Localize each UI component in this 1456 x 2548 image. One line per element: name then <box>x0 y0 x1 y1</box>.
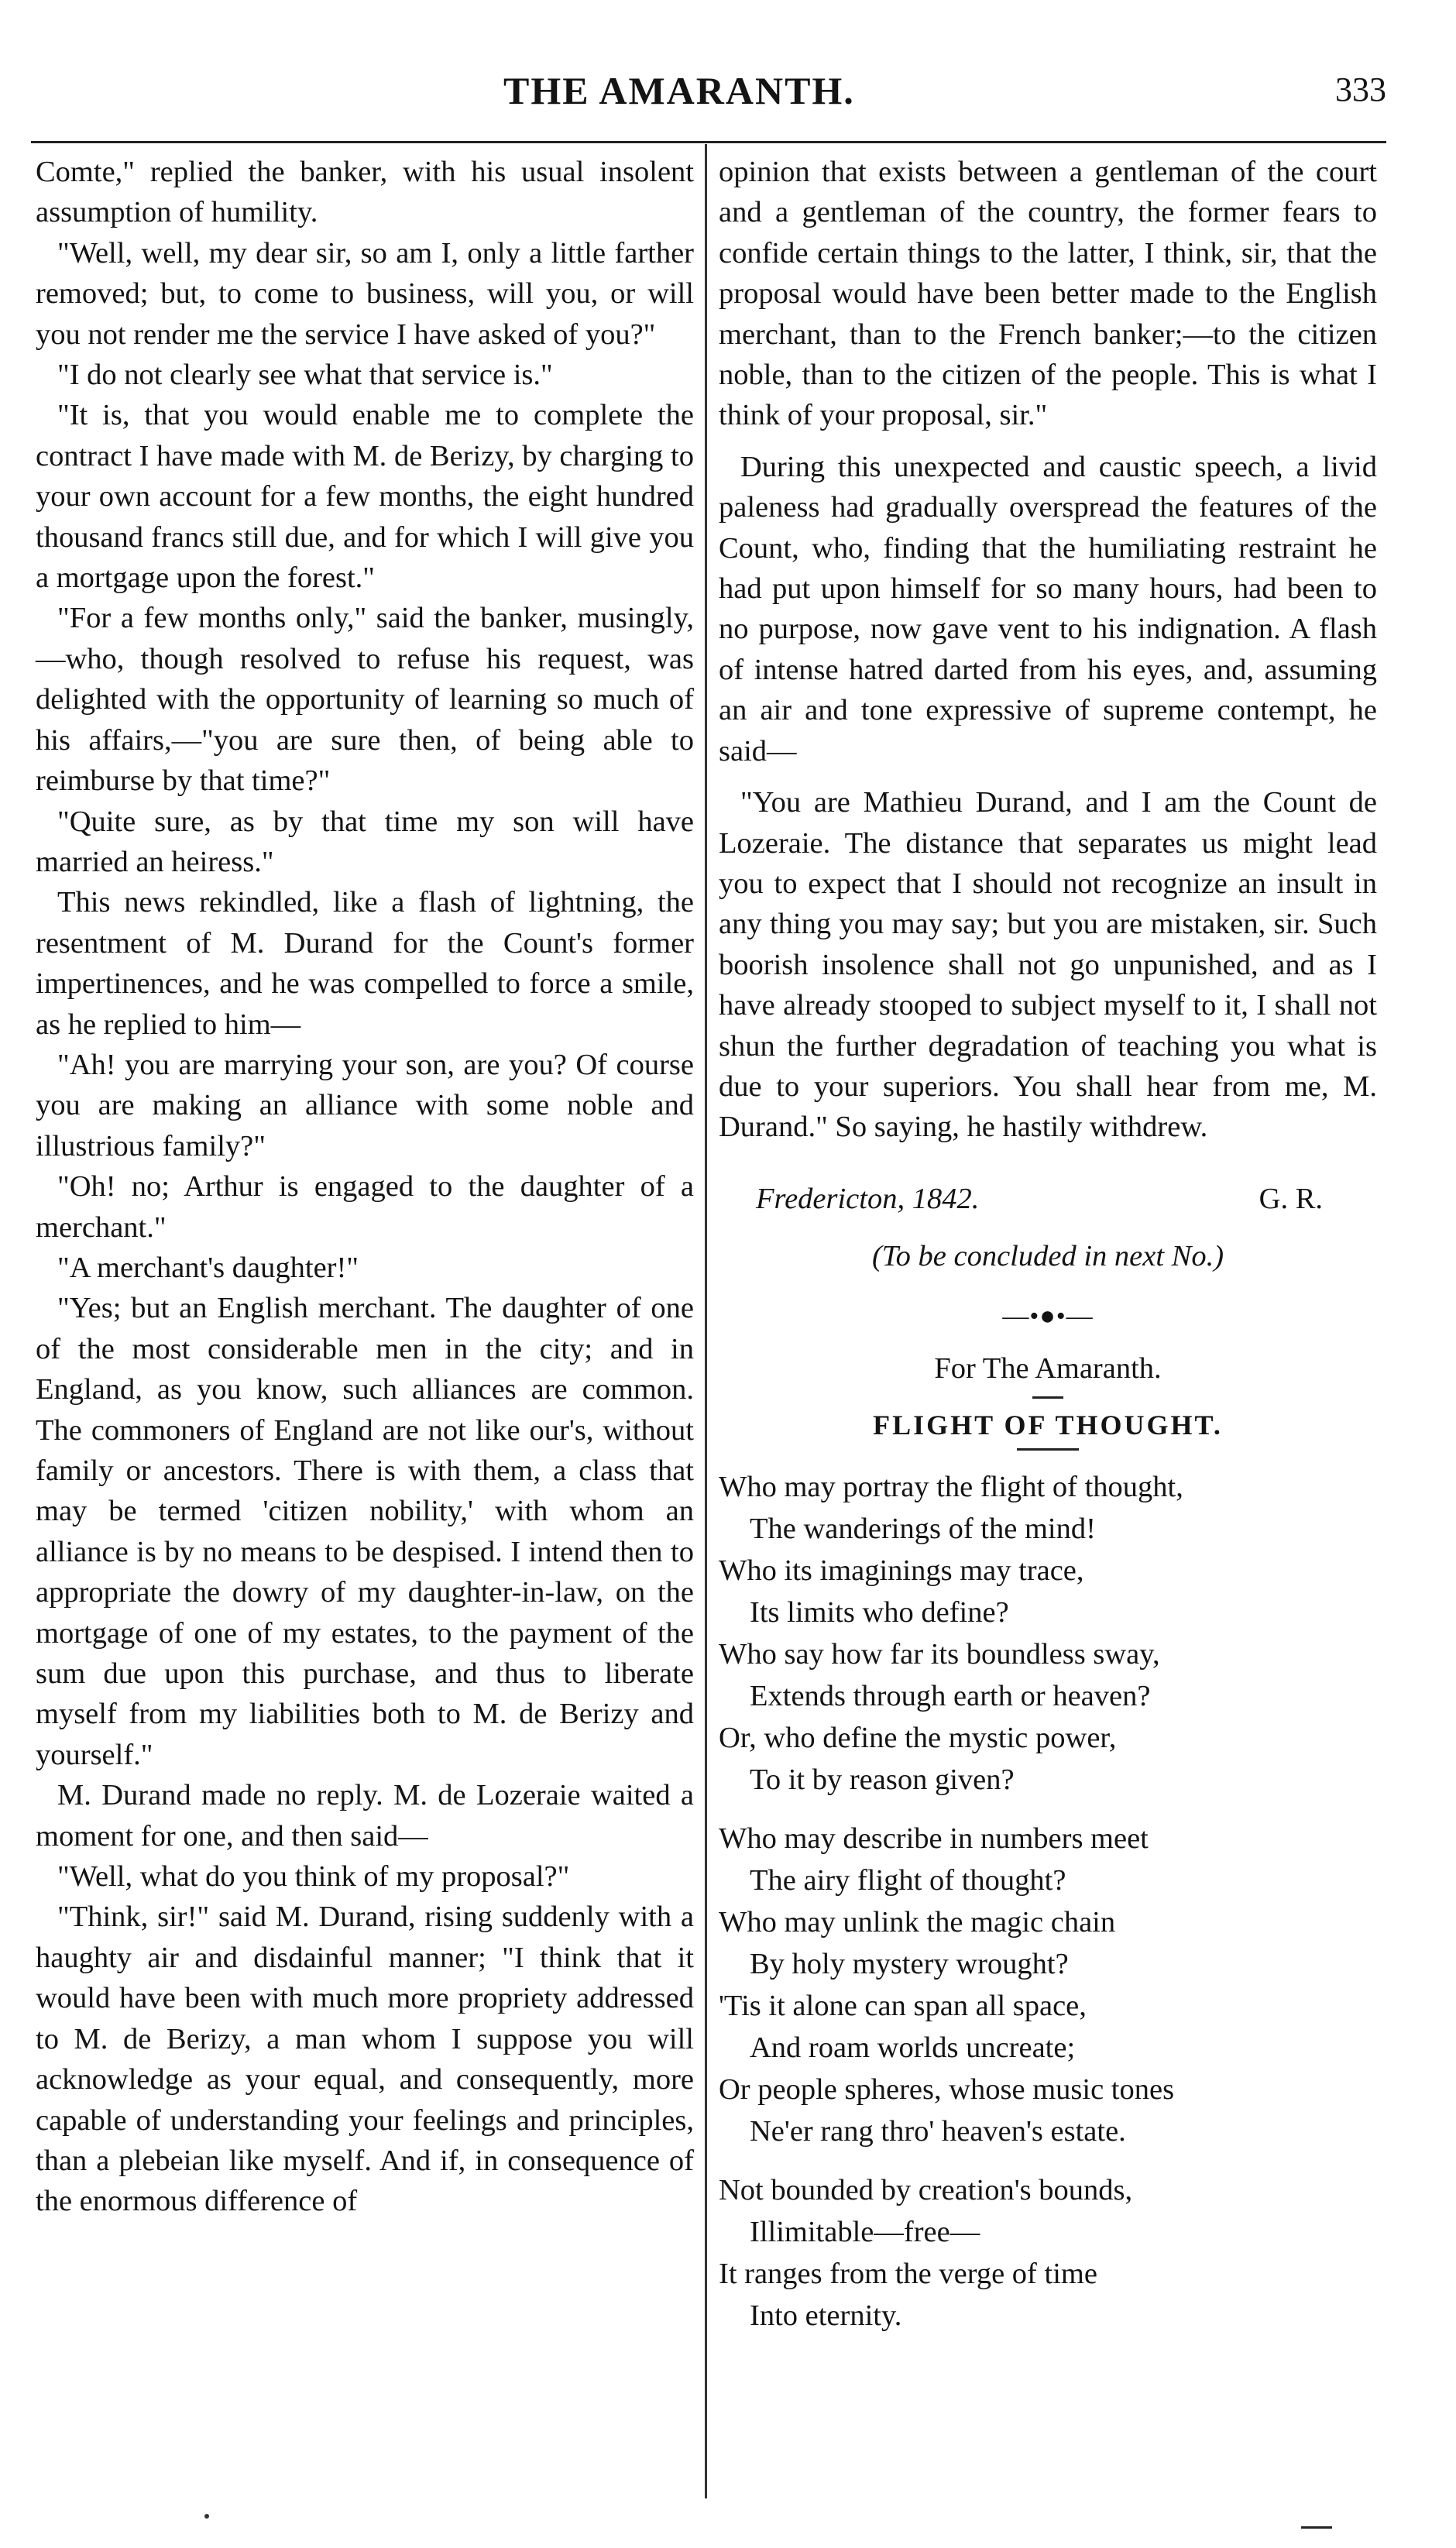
paragraph: "Oh! no; Arthur is engaged to the daughter of a merchant." <box>36 1170 694 1244</box>
poem-stanza-2 <box>719 1818 1377 2152</box>
signature-initials: G. R. <box>1259 1182 1323 1215</box>
poem-line: Who may unlink the magic chain <box>719 1906 1116 1939</box>
paragraph: "Ah! you are marrying your son, are you? Of course you are making an alliance with some noble and illustrious family?" <box>36 1048 694 1162</box>
short-rule <box>1032 1396 1063 1399</box>
paragraph: "A merchant's daughter!" <box>57 1251 359 1284</box>
paragraph: "Quite sure, as by that time my son will have married an heiress." <box>36 805 694 878</box>
paragraph: "It is, that you would enable me to complete the contract I have made with M. de Berizy, by charging to your own account for a few months, the eight hundred thousand francs still due, and for which I will give you a mortgage upon the forest." <box>36 399 694 595</box>
poem-line: And roam worlds uncreate; <box>750 2031 1076 2065</box>
poem-line: 'Tis it alone can span all space, <box>719 1990 1087 2023</box>
signature-line <box>719 1179 1377 1222</box>
ink-speck <box>204 2514 209 2519</box>
poem-line: Not bounded by creation's bounds, <box>719 2174 1133 2207</box>
page-number: 333 <box>1335 70 1386 108</box>
poem-stanza-3 <box>719 2169 1377 2337</box>
poem-line: Who its imaginings may trace, <box>719 1554 1084 1588</box>
paragraph: "Well, what do you think of my proposal?" <box>57 1860 570 1894</box>
paragraph: "Well, well, my dear sir, so am I, only a little farther removed; but, to come to business, will you, or will you not render me the service I have asked of you?" <box>36 236 694 351</box>
page-header <box>31 68 1386 115</box>
poem-line: Into eternity. <box>750 2299 902 2333</box>
signature-place: Fredericton, 1842. <box>756 1182 980 1215</box>
poem-line: Ne'er rang thro' heaven's estate. <box>750 2115 1126 2148</box>
poem-line: Illimitable—free— <box>750 2216 980 2249</box>
paragraph: opinion that exists between a gentleman of the court and a gentleman of the country, the former fears to confide certain things to the latter, I think, sir, that the proposal would have been better made to the English merchant, than to the French banker;—to the citizen noble, than to the citizen of the people. This is what I think of your proposal, sir." <box>719 156 1377 432</box>
header-rule <box>31 141 1386 143</box>
poem-line: Or people spheres, whose music tones <box>719 2073 1175 2107</box>
paragraph: "For a few months only," said the banker, musingly,—who, though resolved to refuse his request, was delighted with the opportunity of learning so much of his affairs,—"you are sure then, of being able to reimburse by that time?" <box>36 602 694 798</box>
title-rule <box>1017 1448 1079 1451</box>
paragraph: "Yes; but an English merchant. The daughter of one of the most considerable men in the city; and in England, as you know, such alliances are common. The commoners of England are not like our's, without family or ancestors. There is with them, a class that may be termed 'citizen nobility,' with whom an alliance is by no means to be despised. I intend then to appropriate the dowry of my daughter-in-law, on the mortgage of one of my estates, to the payment of the sum due upon this purchase, and thus to liberate myself from my liabilities both to M. de Berizy and yourself." <box>36 1292 694 1771</box>
poem-line: To it by reason given? <box>750 1763 1015 1797</box>
poem-line: The wanderings of the mind! <box>750 1513 1096 1546</box>
poem-line: It ranges from the verge of time <box>719 2258 1097 2291</box>
poem-stanza-1 <box>719 1466 1377 1801</box>
column-divider <box>705 144 707 2498</box>
running-title: THE AMARANTH. <box>503 69 855 112</box>
paragraph: "I do not clearly see what that service is." <box>57 359 553 392</box>
poem-line: Extends through earth or heaven? <box>750 1680 1151 1713</box>
ornament-divider: —•●•— <box>1002 1302 1094 1331</box>
poem-for-line: For The Amaranth. <box>934 1351 1162 1385</box>
poem-line: Who may describe in numbers meet <box>719 1822 1149 1856</box>
poem-title: FLIGHT OF THOUGHT. <box>873 1409 1223 1441</box>
right-column <box>719 152 1377 2354</box>
paragraph: M. Durand made no reply. M. de Lozeraie waited a moment for one, and then said— <box>36 1779 694 1853</box>
end-rule <box>1301 2526 1332 2529</box>
poem-line: Who say how far its boundless sway, <box>719 1638 1160 1671</box>
paragraph: This news rekindled, like a flash of lightning, the resentment of M. Durand for the Count's former impertinences, and he was compelled to force a smile, as he replied to him— <box>36 886 694 1041</box>
paragraph: "You are Mathieu Durand, and I am the Count de Lozeraie. The distance that separates us might lead you to expect that I should not recognize an insult in any thing you may say; but you are mistaken, sir. Such boorish insolence shall not go unpunished, and as I have already stooped to subject myself to it, I shall not shun the further degradation of teaching you what is due to your superiors. You shall hear from me, M. Durand." So saying, he hastily withdrew. <box>719 786 1377 1144</box>
paragraph: Comte," replied the banker, with his usual insolent assumption of humility. <box>36 156 694 229</box>
left-column <box>36 152 694 2222</box>
poem-line: The airy flight of thought? <box>750 1864 1066 1897</box>
paragraph: During this unexpected and caustic speech, a livid paleness had gradually overspread the features of the Count, who, finding that the humiliating restraint he had put upon himself for so many hours, had been to no purpose, now gave vent to his indignation. A flash of intense hatred darted from his eyes, and, assuming an air and tone expressive of supreme contempt, he said— <box>719 450 1377 767</box>
poem-line: By holy mystery wrought? <box>750 1948 1069 1981</box>
poem-line: Its limits who define? <box>750 1596 1009 1629</box>
continued-note: (To be concluded in next No.) <box>871 1239 1224 1272</box>
poem-line: Or, who define the mystic power, <box>719 1722 1117 1755</box>
poem-line: Who may portray the flight of thought, <box>719 1471 1183 1504</box>
paragraph: "Think, sir!" said M. Durand, rising suddenly with a haughty air and disdainful manner; "I think that it would have been with much more propriety addressed to M. de Berizy, a man whom I suppose you will acknowledge as your equal, and consequently, more capable of understanding your feelings and principles, than a plebeian like myself. And if, in consequence of the enormous difference of <box>36 1901 694 2218</box>
